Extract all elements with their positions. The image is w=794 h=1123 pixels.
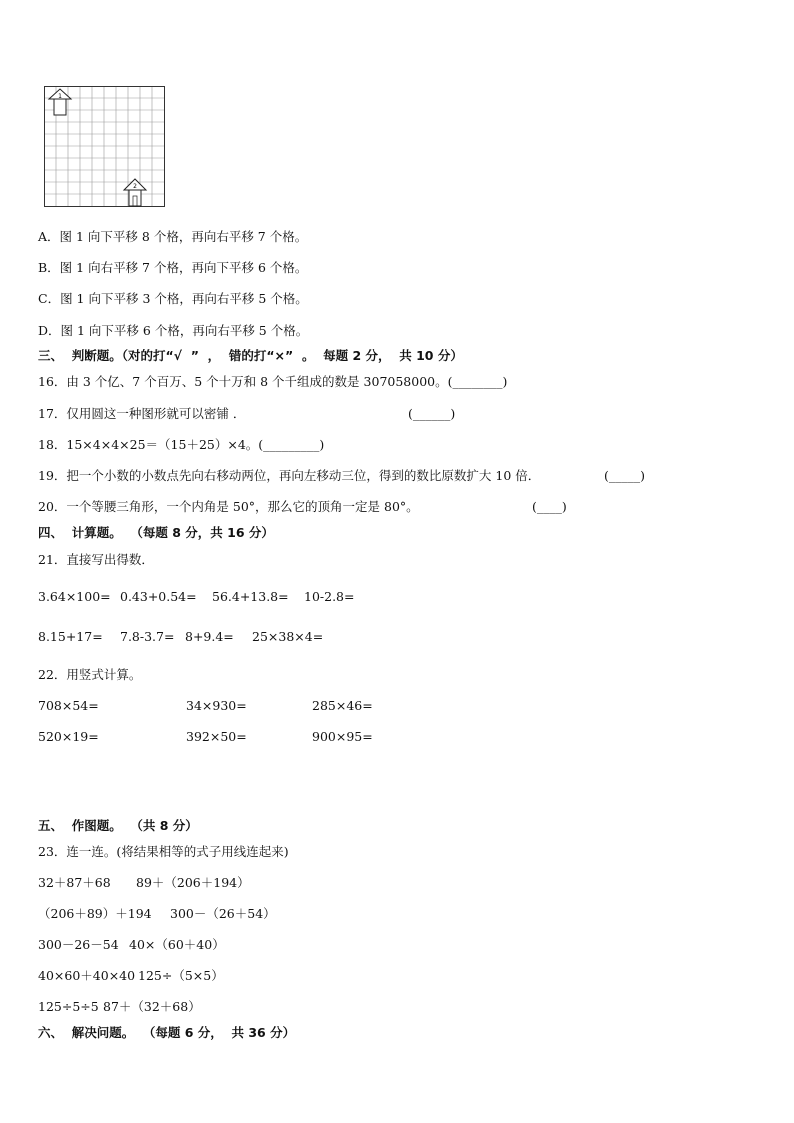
match-right: 125÷（5×5） — [138, 968, 224, 983]
match-right: 40×（60＋40） — [129, 937, 225, 952]
calc-item: 56.4+13.8= — [212, 589, 289, 604]
house-1-shape — [49, 89, 71, 115]
calc-item: 7.8-3.7= — [120, 629, 175, 644]
house-2-label: 2 — [133, 183, 137, 190]
question-22: 22．用竖式计算。 — [38, 667, 142, 682]
match-left: 40×60＋40×40 — [38, 968, 136, 983]
house-2-shape — [124, 179, 146, 206]
option-a: A．图 1 向下平移 8 个格，再向右平移 7 个格。 — [38, 229, 308, 244]
match-right: 300－（26＋54） — [170, 906, 276, 921]
question-17: 17．仅用圆这一种图形就可以密铺 ． — [38, 406, 246, 421]
match-left: 32＋87＋68 — [38, 875, 111, 890]
section-4-title: 四、 计算题。 （每题 8 分，共 16 分） — [38, 525, 274, 540]
calc-item: 3.64×100= — [38, 589, 111, 604]
match-right: 87＋（32＋68） — [103, 999, 201, 1014]
match-left: 125÷5÷5 — [38, 999, 99, 1014]
question-20-answer-bracket: (____) — [532, 499, 567, 514]
question-23: 23．连一连。(将结果相等的式子用线连起来) — [38, 844, 289, 859]
option-b: B．图 1 向右平移 7 个格，再向下平移 6 个格。 — [38, 260, 308, 275]
calc-item: 10-2.8= — [304, 589, 355, 604]
vertical-calc-item: 900×95= — [312, 729, 373, 744]
house-1-label: 1 — [58, 93, 62, 100]
question-16: 16．由 3 个亿、7 个百万、5 个十万和 8 个千组成的数是 307058000。(________) — [38, 374, 508, 389]
match-left: （206＋89）＋194 — [38, 906, 152, 921]
section-3-title: 三、 判断题。（对的打“√ ” ， 错的打“×” 。 每题 2 分， 共 10 分） — [38, 348, 463, 363]
section-5-title: 五、 作图题。 （共 8 分） — [38, 818, 198, 833]
question-20: 20．一个等腰三角形，一个内角是 50°，那么它的顶角一定是 80°。 — [38, 499, 419, 514]
vertical-calc-item: 520×19= — [38, 729, 99, 744]
calc-item: 8.15+17= — [38, 629, 103, 644]
calc-item: 25×38×4= — [252, 629, 324, 644]
vertical-calc-item: 34×930= — [186, 698, 247, 713]
question-21: 21．直接写出得数． — [38, 552, 154, 567]
vertical-calc-item: 285×46= — [312, 698, 373, 713]
vertical-calc-item: 392×50= — [186, 729, 247, 744]
match-left: 300－26－54 — [38, 937, 119, 952]
question-19: 19．把一个小数的小数点先向右移动两位，再向左移动三位，得到的数比原数扩大 10 倍． — [38, 468, 541, 483]
question-19-answer-bracket: (_____) — [604, 468, 646, 483]
calc-item: 8+9.4= — [185, 629, 234, 644]
match-right: 89＋（206＋194） — [136, 875, 250, 890]
section-6-title: 六、 解决问题。 （每题 6 分， 共 36 分） — [38, 1025, 296, 1040]
vertical-calc-item: 708×54= — [38, 698, 99, 713]
question-17-answer-bracket: (______) — [408, 406, 456, 421]
question-18: 18．15×4×4×25＝（15＋25）×4。(_________) — [38, 437, 325, 452]
option-c: C．图 1 向下平移 3 个格，再向右平移 5 个格。 — [38, 291, 308, 306]
calc-item: 0.43+0.54= — [120, 589, 197, 604]
translation-grid-figure — [44, 86, 168, 208]
option-d: D．图 1 向下平移 6 个格，再向右平移 5 个格。 — [38, 323, 309, 338]
